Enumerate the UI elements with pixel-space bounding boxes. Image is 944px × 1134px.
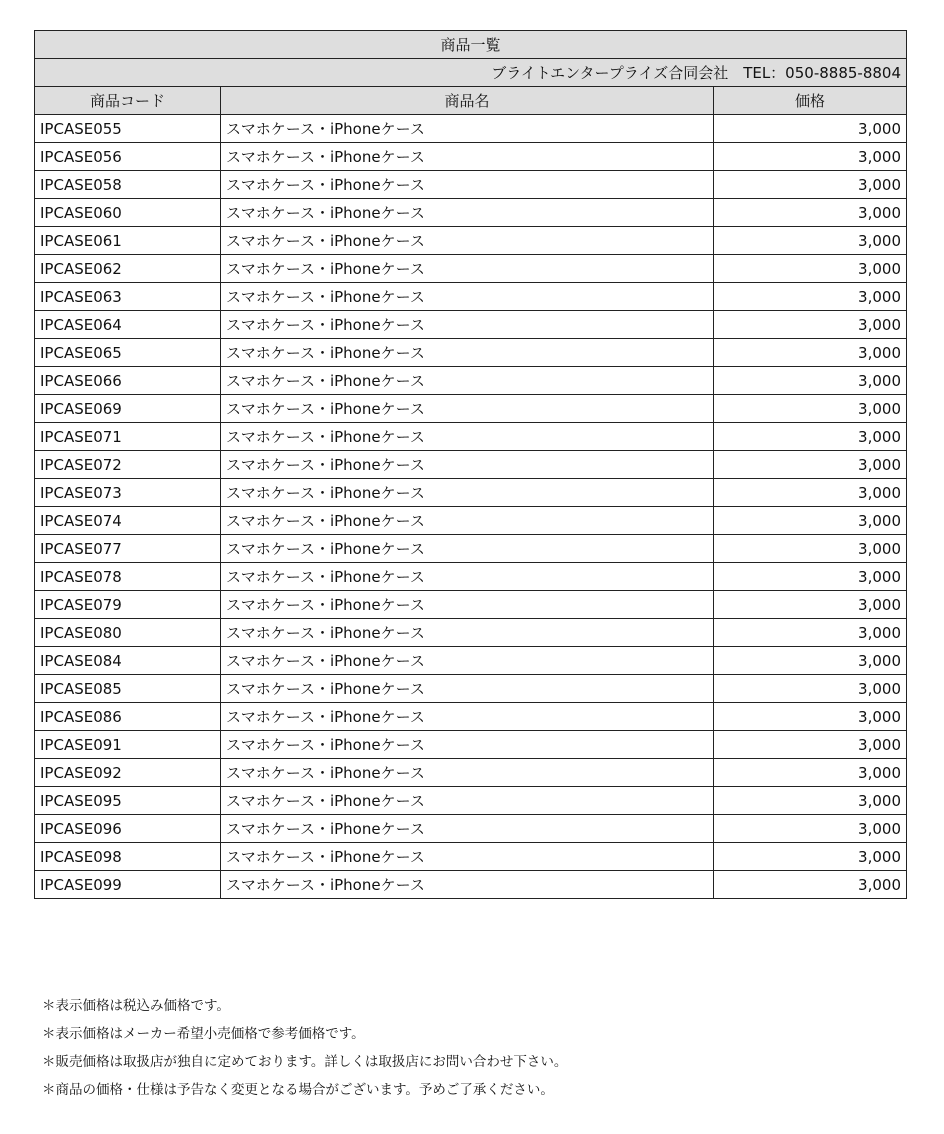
product-name-cell: スマホケース・iPhoneケース (221, 423, 714, 451)
product-code-cell: IPCASE056 (35, 143, 221, 171)
table-row (35, 451, 907, 479)
price-cell: 3,000 (714, 563, 907, 591)
product-code-cell: IPCASE077 (35, 535, 221, 563)
price-cell: 3,000 (714, 171, 907, 199)
product-name-cell: スマホケース・iPhoneケース (221, 451, 714, 479)
product-name-cell: スマホケース・iPhoneケース (221, 395, 714, 423)
note-line: ＊表示価格はメーカー希望小売価格で参考価格です。 (42, 1026, 365, 1042)
price-cell: 3,000 (714, 283, 907, 311)
product-name-cell: スマホケース・iPhoneケース (221, 199, 714, 227)
product-code-cell: IPCASE065 (35, 339, 221, 367)
product-list-table (34, 30, 907, 899)
company-contact: ブライトエンタープライズ合同会社 TEL：050-8885-8804 (35, 59, 907, 87)
price-cell: 3,000 (714, 619, 907, 647)
price-cell: 3,000 (714, 339, 907, 367)
table-row (35, 171, 907, 199)
column-header-code: 商品コード (35, 87, 221, 115)
note-line: ＊商品の価格・仕様は予告なく変更となる場合がございます。予めご了承ください。 (42, 1082, 554, 1098)
price-cell: 3,000 (714, 199, 907, 227)
table-row (35, 787, 907, 815)
price-cell: 3,000 (714, 451, 907, 479)
price-cell: 3,000 (714, 731, 907, 759)
product-code-cell: IPCASE098 (35, 843, 221, 871)
price-cell: 3,000 (714, 647, 907, 675)
table-row (35, 143, 907, 171)
product-code-cell: IPCASE064 (35, 311, 221, 339)
table-row (35, 227, 907, 255)
table-row (35, 423, 907, 451)
product-code-cell: IPCASE084 (35, 647, 221, 675)
product-code-cell: IPCASE080 (35, 619, 221, 647)
product-name-cell: スマホケース・iPhoneケース (221, 227, 714, 255)
price-cell: 3,000 (714, 115, 907, 143)
price-cell: 3,000 (714, 423, 907, 451)
product-name-cell: スマホケース・iPhoneケース (221, 815, 714, 843)
product-code-cell: IPCASE078 (35, 563, 221, 591)
price-cell: 3,000 (714, 367, 907, 395)
product-name-cell: スマホケース・iPhoneケース (221, 563, 714, 591)
product-code-cell: IPCASE095 (35, 787, 221, 815)
table-row (35, 199, 907, 227)
product-name-cell: スマホケース・iPhoneケース (221, 619, 714, 647)
product-name-cell: スマホケース・iPhoneケース (221, 311, 714, 339)
price-cell: 3,000 (714, 871, 907, 899)
product-code-cell: IPCASE055 (35, 115, 221, 143)
price-cell: 3,000 (714, 255, 907, 283)
price-cell: 3,000 (714, 395, 907, 423)
column-header-name: 商品名 (221, 87, 714, 115)
table-row (35, 731, 907, 759)
table-row (35, 255, 907, 283)
table-row (35, 311, 907, 339)
table-row (35, 619, 907, 647)
price-cell: 3,000 (714, 227, 907, 255)
price-cell: 3,000 (714, 815, 907, 843)
product-name-cell: スマホケース・iPhoneケース (221, 843, 714, 871)
column-header-row (35, 87, 907, 115)
price-cell: 3,000 (714, 311, 907, 339)
product-name-cell: スマホケース・iPhoneケース (221, 647, 714, 675)
price-cell: 3,000 (714, 703, 907, 731)
price-cell: 3,000 (714, 843, 907, 871)
product-name-cell: スマホケース・iPhoneケース (221, 535, 714, 563)
table-row (35, 339, 907, 367)
price-cell: 3,000 (714, 535, 907, 563)
price-cell: 3,000 (714, 759, 907, 787)
price-cell: 3,000 (714, 675, 907, 703)
product-code-cell: IPCASE061 (35, 227, 221, 255)
product-code-cell: IPCASE069 (35, 395, 221, 423)
product-code-cell: IPCASE058 (35, 171, 221, 199)
table-row (35, 759, 907, 787)
title-row (35, 31, 907, 59)
table-row (35, 283, 907, 311)
product-code-cell: IPCASE096 (35, 815, 221, 843)
table-row (35, 115, 907, 143)
product-name-cell: スマホケース・iPhoneケース (221, 871, 714, 899)
product-name-cell: スマホケース・iPhoneケース (221, 367, 714, 395)
product-name-cell: スマホケース・iPhoneケース (221, 675, 714, 703)
table-row (35, 675, 907, 703)
table-title: 商品一覧 (35, 31, 907, 59)
product-name-cell: スマホケース・iPhoneケース (221, 731, 714, 759)
product-code-cell: IPCASE066 (35, 367, 221, 395)
price-cell: 3,000 (714, 143, 907, 171)
product-name-cell: スマホケース・iPhoneケース (221, 339, 714, 367)
product-code-cell: IPCASE063 (35, 283, 221, 311)
table-row (35, 647, 907, 675)
product-code-cell: IPCASE085 (35, 675, 221, 703)
table-row (35, 535, 907, 563)
product-code-cell: IPCASE072 (35, 451, 221, 479)
product-name-cell: スマホケース・iPhoneケース (221, 171, 714, 199)
column-header-price: 価格 (714, 87, 907, 115)
table-row (35, 367, 907, 395)
table-row (35, 479, 907, 507)
product-name-cell: スマホケース・iPhoneケース (221, 115, 714, 143)
product-name-cell: スマホケース・iPhoneケース (221, 255, 714, 283)
company-row (35, 59, 907, 87)
note-line: ＊表示価格は税込み価格です。 (42, 998, 230, 1014)
product-code-cell: IPCASE073 (35, 479, 221, 507)
product-code-cell: IPCASE091 (35, 731, 221, 759)
price-cell: 3,000 (714, 787, 907, 815)
product-code-cell: IPCASE079 (35, 591, 221, 619)
product-name-cell: スマホケース・iPhoneケース (221, 143, 714, 171)
product-code-cell: IPCASE060 (35, 199, 221, 227)
product-name-cell: スマホケース・iPhoneケース (221, 759, 714, 787)
product-name-cell: スマホケース・iPhoneケース (221, 479, 714, 507)
product-code-cell: IPCASE071 (35, 423, 221, 451)
product-name-cell: スマホケース・iPhoneケース (221, 507, 714, 535)
product-name-cell: スマホケース・iPhoneケース (221, 283, 714, 311)
notes-section (42, 992, 567, 1104)
product-name-cell: スマホケース・iPhoneケース (221, 787, 714, 815)
price-cell: 3,000 (714, 591, 907, 619)
product-code-cell: IPCASE099 (35, 871, 221, 899)
table-row (35, 815, 907, 843)
table-row (35, 703, 907, 731)
table-row (35, 591, 907, 619)
price-cell: 3,000 (714, 479, 907, 507)
product-code-cell: IPCASE092 (35, 759, 221, 787)
product-code-cell: IPCASE062 (35, 255, 221, 283)
product-code-cell: IPCASE074 (35, 507, 221, 535)
product-rows (35, 115, 907, 899)
table-row (35, 563, 907, 591)
table-row (35, 395, 907, 423)
note-line: ＊販売価格は取扱店が独自に定めております。詳しくは取扱店にお問い合わせ下さい。 (42, 1054, 568, 1070)
table-row (35, 843, 907, 871)
price-cell: 3,000 (714, 507, 907, 535)
product-name-cell: スマホケース・iPhoneケース (221, 703, 714, 731)
table-row (35, 871, 907, 899)
table-row (35, 507, 907, 535)
product-name-cell: スマホケース・iPhoneケース (221, 591, 714, 619)
product-code-cell: IPCASE086 (35, 703, 221, 731)
